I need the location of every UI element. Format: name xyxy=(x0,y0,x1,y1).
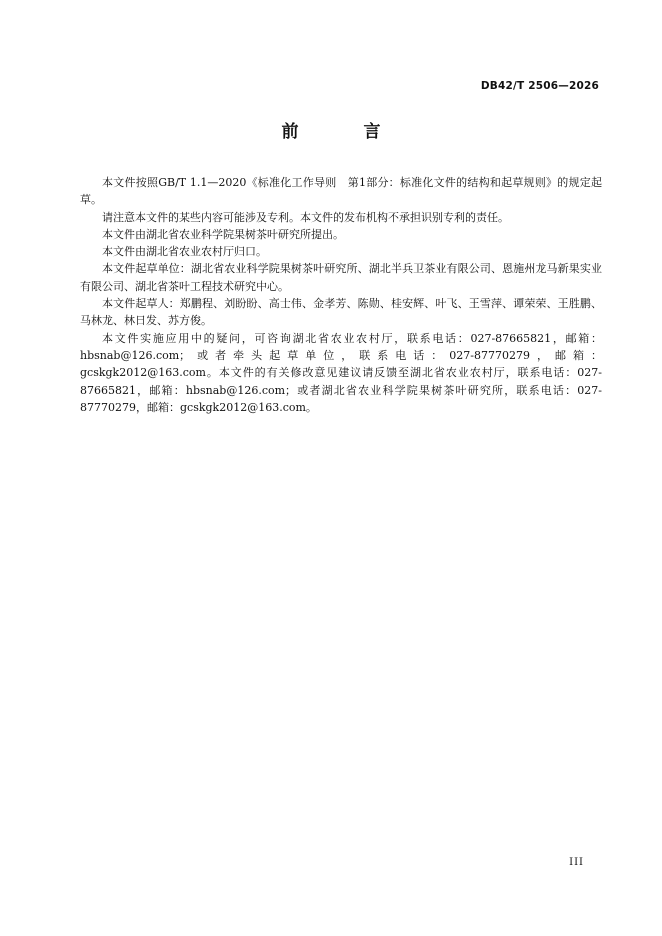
paragraph-contact-info: 本文件实施应用中的疑问，可咨询湖北省农业农村厅，联系电话：027-87665821，邮箱：hbsnab@126.com；或者牵头起草单位，联系电话：027-87770279，邮箱：gcskgk2012@163.com。本文件的有关修改意见建议请反馈至湖北省农业农村厅，联系电话：027-87665821，邮箱：hbsnab@126.com；或者湖北省农业科学院果树茶叶研究所，联系电话：027-87770279，邮箱：gcskgk2012@163.com。 xyxy=(80,331,602,414)
paragraph-drafting-units: 本文件起草单位：湖北省农业科学院果树茶叶研究所、湖北半兵卫茶业有限公司、恩施州龙马新果实业有限公司、湖北省茶叶工程技术研究中心。 xyxy=(80,262,602,293)
paragraph-drafting-rules: 本文件按照GB/T 1.1—2020《标准化工作导则 第1部分：标准化文件的结构和起草规则》的规定起草。 xyxy=(80,176,602,207)
paragraph-patent-notice: 请注意本文件的某些内容可能涉及专利。本文件的发布机构不承担识别专利的责任。 xyxy=(102,210,509,224)
paragraph-centralized-unit: 本文件由湖北省农业农村厅归口。 xyxy=(102,245,267,259)
paragraph-drafters: 本文件起草人：郑鹏程、刘盼盼、高士伟、金孝芳、陈勋、桂安辉、叶飞、王雪萍、谭荣荣、王胜鹏、马林龙、林日发、苏方俊。 xyxy=(80,297,602,328)
paragraph-proposer: 本文件由湖北省农业科学院果树茶叶研究所提出。 xyxy=(102,227,344,241)
page-title: 前 言 xyxy=(281,122,405,142)
page-number: III xyxy=(569,857,584,868)
foreword-body xyxy=(80,174,602,416)
document-code: DB42/T 2506—2026 xyxy=(480,80,599,92)
